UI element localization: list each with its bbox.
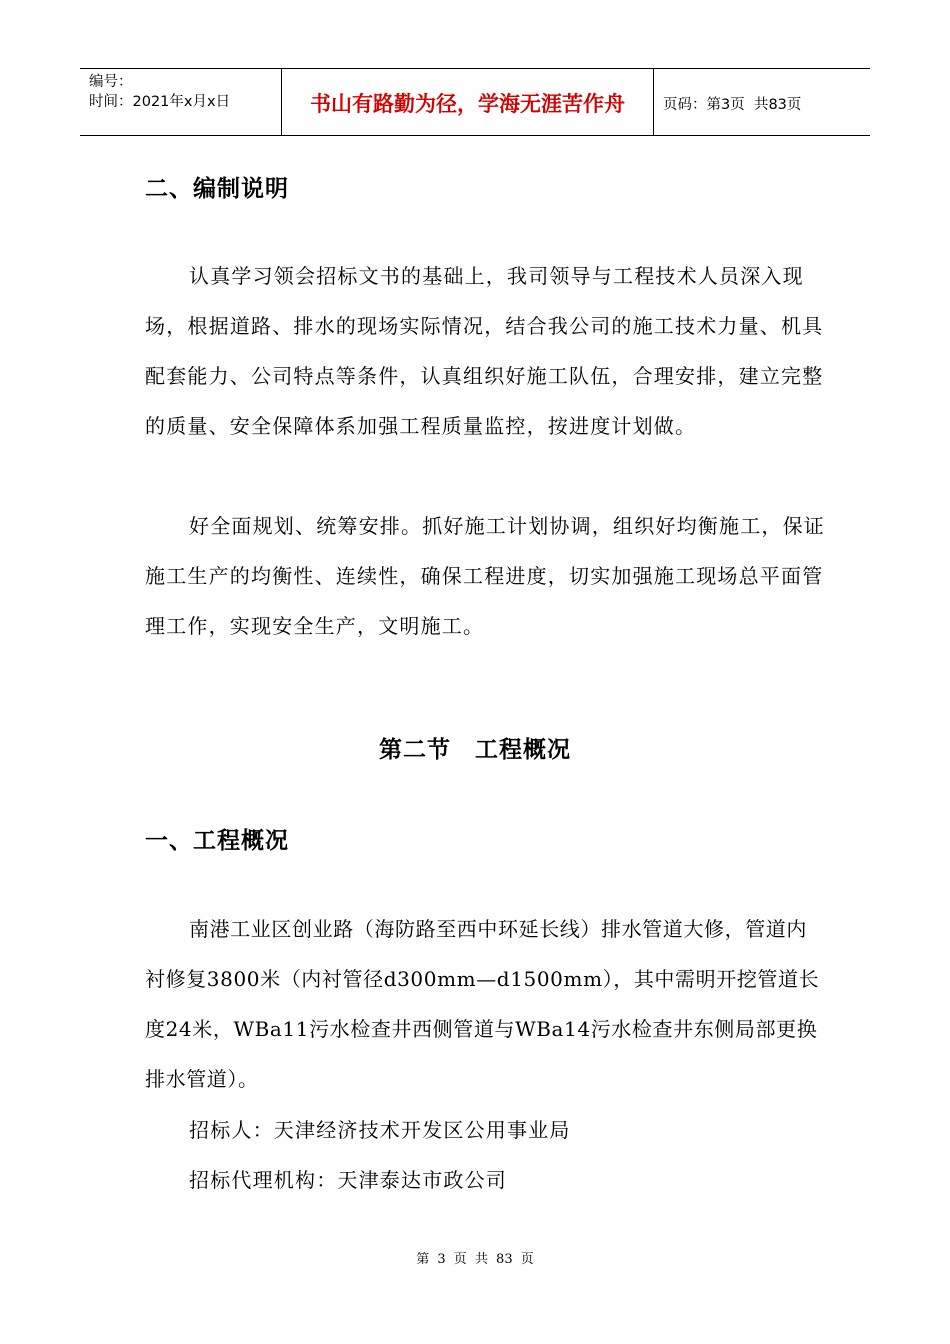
header-page-cell <box>654 69 870 135</box>
header-motto: 书山有路勤为径，学海无涯苦作舟 <box>282 69 654 135</box>
tenderer-line: 招标人：天津经济技术开发区公用事业局 <box>189 1118 571 1142</box>
header-meta-cell <box>80 69 282 135</box>
agent-line: 招标代理机构：天津泰达市政公司 <box>189 1168 507 1192</box>
document-number-label: 编号： <box>89 74 133 90</box>
page-header <box>80 68 870 136</box>
section-heading-overview: 一、工程概况 <box>145 828 289 854</box>
paragraph-compile-1: 认真学习领会招标文书的基础上，我司领导与工程技术人员深入现场，根据道路、排水的现场实际情况，结合我公司的施工技术力量、机具配套能力、公司特点等条件，认真组织好施工队伍，合理安排，建立完整的质量、安全保障体系加强工程质量监控，按进度计划做。 <box>145 264 824 438</box>
section-heading-compile: 二、编制说明 <box>145 176 289 202</box>
document-date-label: 时间：2021年x月x日 <box>89 94 231 110</box>
paragraph-compile-2: 好全面规划、统筹安排。抓好施工计划协调，组织好均衡施工，保证施工生产的均衡性、连续性，确保工程进度，切实加强施工现场总平面管理工作，实现安全生产，文明施工。 <box>145 514 825 638</box>
header-page-info: 页码：第3页 共83页 <box>663 96 802 113</box>
page-footer: 第 3 页 共 83 页 <box>416 1252 534 1267</box>
chapter-title: 第二节 工程概况 <box>379 737 571 763</box>
paragraph-overview: 南港工业区创业路（海防路至西中环延长线）排水管道大修，管道内衬修复3800米（内衬管径d300mm—d1500mm），其中需明开挖管道长度24米，WBa11污水检查井西侧管道与WBa14污水检查井东侧局部更换排水管道）。 <box>145 917 820 1091</box>
